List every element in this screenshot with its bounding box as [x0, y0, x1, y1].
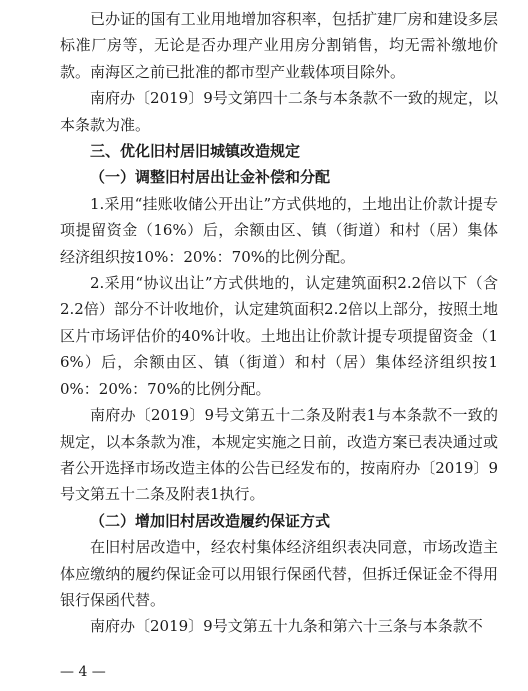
subsection-heading-two: （二）增加旧村居改造履约保证方式 [90, 511, 331, 530]
paragraph-industrial-land: 已办证的国有工业用地增加容积率，包括扩建厂房和建设多层标准厂房等，无论是否办理产业用房分割销售，均无需补缴地价款。南海区之前已批准的都市型产业载体项目除外。 [60, 10, 498, 81]
section-heading-three: 三、优化旧村居旧城镇改造规定 [90, 142, 301, 161]
paragraph-item-2: 2.采用“协议出让”方式供地的，认定建筑面积2.2倍以下（含2.2倍）部分不计收地价，认定建筑面积2.2倍以上部分，按照土地区片市场评估价的40%计收。土地出让价款计提专项提留资金（16%）后，余额由区、镇（街道）和村（居）集体经济组织按10%：20%：70%的比例分配。 [60, 274, 498, 398]
page-number: — 4 — [60, 664, 106, 680]
paragraph-rule-52: 南府办〔2019〕9号文第五十二条及附表1与本条款不一致的规定，以本条款为准，本规定实施之日前，改造方案已表决通过或者公开选择市场改造主体的公告已经发布的，按南府办〔2019〕9号文第五十二条及附表1执行。 [60, 406, 498, 504]
paragraph-rule-59-63: 南府办〔2019〕9号文第五十九条和第六十三条与本条款不 [90, 617, 483, 636]
paragraph-guarantee: 在旧村居改造中，经农村集体经济组织表决同意，市场改造主体应缴纳的履约保证金可以用银行保函代替，但拆迁保证金不得用银行保函代替。 [60, 538, 498, 609]
paragraph-rule-42: 南府办〔2019〕9号文第四十二条与本条款不一致的规定，以本条款为准。 [60, 89, 498, 134]
subsection-heading-one: （一）调整旧村居出让金补偿和分配 [90, 168, 331, 187]
paragraph-item-1: 1.采用“挂账收储公开出让”方式供地的，土地出让价款计提专项提留资金（16%）后，余额由区、镇（街道）和村（居）集体经济组织按10%：20%：70%的比例分配。 [60, 194, 498, 266]
